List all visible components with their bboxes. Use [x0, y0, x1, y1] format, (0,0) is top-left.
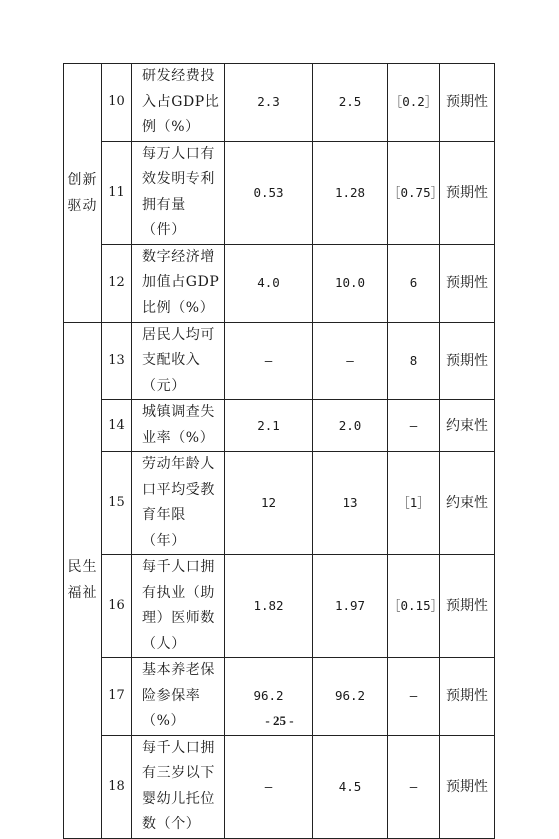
indicator-name: 劳动年龄人口平均受教育年限（年）: [132, 452, 225, 555]
row-index: 14: [102, 400, 132, 452]
base-value: 0.53: [225, 141, 313, 244]
table-row: [64, 64, 495, 142]
attribute-value: 约束性: [440, 400, 495, 452]
growth-value: —: [388, 735, 440, 838]
table-row: [64, 400, 495, 452]
row-index: 16: [102, 555, 132, 658]
attribute-value: 预期性: [440, 141, 495, 244]
page-number: - 25 -: [265, 713, 294, 728]
table-row: [64, 322, 495, 400]
indicator-name: 居民人均可支配收入（元）: [132, 322, 225, 400]
row-index: 10: [102, 64, 132, 142]
row-index: 18: [102, 735, 132, 838]
target-value: 13: [313, 452, 388, 555]
indicator-name: 每千人口拥有三岁以下婴幼儿托位数（个）: [132, 735, 225, 838]
indicator-name: 城镇调查失业率（%）: [132, 400, 225, 452]
row-index: 15: [102, 452, 132, 555]
target-value: 4.5: [313, 735, 388, 838]
attribute-value: 预期性: [440, 735, 495, 838]
base-value: 4.0: [225, 244, 313, 322]
target-value: 2.5: [313, 64, 388, 142]
table-row: [64, 452, 495, 555]
base-value: 2.3: [225, 64, 313, 142]
growth-value: ［0.75］: [388, 141, 440, 244]
attribute-value: 预期性: [440, 64, 495, 142]
target-value: 10.0: [313, 244, 388, 322]
growth-value: —: [388, 400, 440, 452]
base-value: —: [225, 735, 313, 838]
indicator-name: 数字经济增加值占GDP比例（%）: [132, 244, 225, 322]
category-label: 创新 驱动: [67, 171, 98, 214]
target-value: 1.28: [313, 141, 388, 244]
target-value: 1.97: [313, 555, 388, 658]
attribute-value: 预期性: [440, 322, 495, 400]
growth-value: 8: [388, 322, 440, 400]
category-cell-wellbeing: [64, 322, 102, 838]
attribute-value: 预期性: [440, 244, 495, 322]
indicator-name: 基本养老保险参保率（%）: [132, 658, 225, 736]
base-value: 1.82: [225, 555, 313, 658]
table-row: [64, 244, 495, 322]
base-value: 12: [225, 452, 313, 555]
attribute-value: 预期性: [440, 555, 495, 658]
table-row: [64, 555, 495, 658]
table-row: [64, 141, 495, 244]
indicator-name: 每千人口拥有执业（助理）医师数（人）: [132, 555, 225, 658]
target-value: 2.0: [313, 400, 388, 452]
table-row: [64, 735, 495, 838]
base-value: 96.2: [225, 658, 313, 736]
growth-value: ［0.2］: [388, 64, 440, 142]
row-index: 12: [102, 244, 132, 322]
category-label: 民生 福祉: [67, 559, 98, 601]
row-index: 17: [102, 658, 132, 736]
base-value: —: [225, 322, 313, 400]
growth-value: 6: [388, 244, 440, 322]
base-value: 2.1: [225, 400, 313, 452]
row-index: 13: [102, 322, 132, 400]
indicator-name: 研发经费投入占GDP比例（%）: [132, 64, 225, 142]
target-value: 96.2: [313, 658, 388, 736]
attribute-value: 约束性: [440, 452, 495, 555]
growth-value: ［0.15］: [388, 555, 440, 658]
indicator-name: 每万人口有效发明专利拥有量（件）: [132, 141, 225, 244]
attribute-value: 预期性: [440, 658, 495, 736]
growth-value: —: [388, 658, 440, 736]
target-value: —: [313, 322, 388, 400]
row-index: 11: [102, 141, 132, 244]
growth-value: ［1］: [388, 452, 440, 555]
category-cell-innovation: [64, 64, 102, 323]
